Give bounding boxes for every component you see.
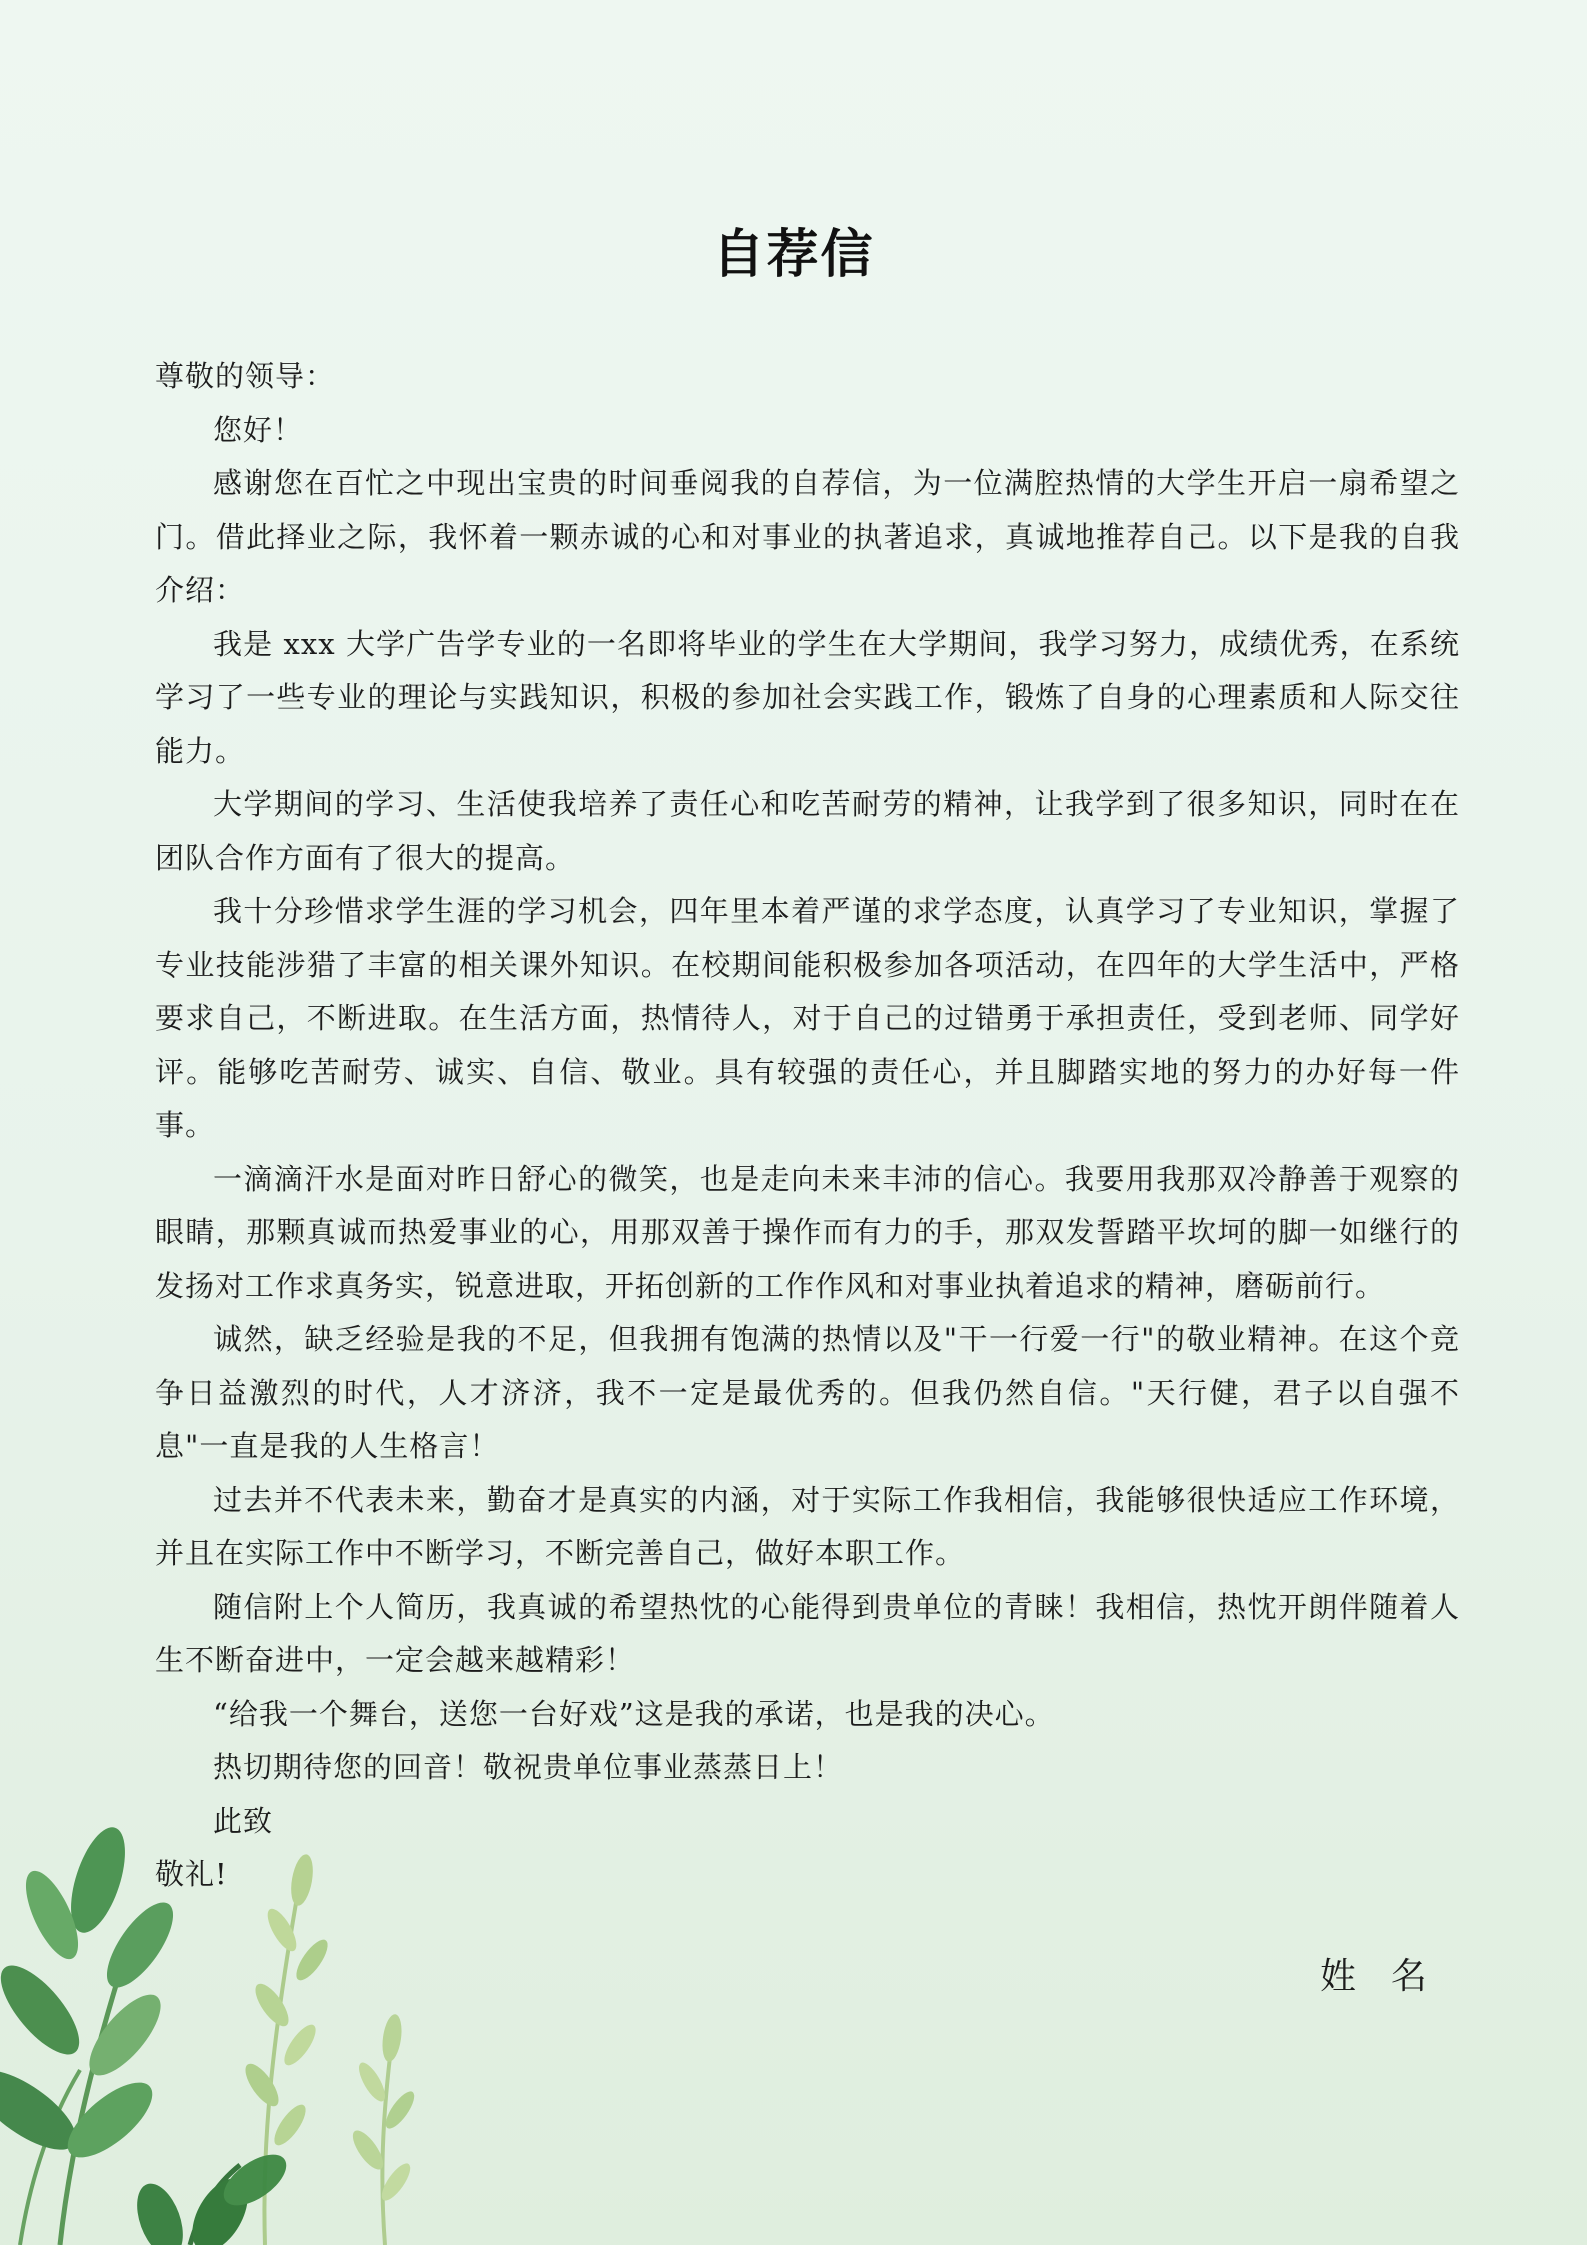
paragraph: 感谢您在百忙之中现出宝贵的时间垂阅我的自荐信，为一位满腔热情的大学生开启一扇希望之门。借此择业之际，我怀着一颗赤诚的心和对事业的执著追求，真诚地推荐自己。以下是我的自我介绍： <box>155 466 1460 607</box>
paragraph: 我十分珍惜求学生涯的学习机会，四年里本着严谨的求学态度，认真学习了专业知识，掌握了专业技能涉猎了丰富的相关课外知识。在校期间能积极参加各项活动，在四年的大学生活中，严格要求自己，不断进取。在生活方面，热情待人，对于自己的过错勇于承担责任，受到老师、同学好评。能够吃苦耐劳、诚实、自信、敬业。具有较强的责任心，并且脚踏实地的努力的办好每一件事。 <box>155 894 1460 1142</box>
paragraph: “给我一个舞台，送您一台好戏”这是我的承诺，也是我的决心。 <box>213 1696 1055 1731</box>
leaf-branch-right <box>347 2013 419 2245</box>
greeting: 您好！ <box>213 412 304 447</box>
signature: 姓 名 <box>1320 1956 1431 1997</box>
page-title: 自荐信 <box>712 225 875 285</box>
regards: 敬礼! <box>155 1857 228 1891</box>
paragraph: 大学期间的学习、生活使我培养了责任心和吃苦耐劳的精神，让我学到了很多知识，同时在在团队合作方面有了很大的提高。 <box>155 787 1460 875</box>
leaf-branch-middle <box>239 1853 333 2245</box>
salutation: 尊敬的领导： <box>155 359 336 393</box>
leaf-branch-bottom <box>128 2145 295 2245</box>
paragraph: 过去并不代表未来，勤奋才是真实的内涵，对于实际工作我相信，我能够很快适应工作环境，并且在实际工作中不断学习，不断完善自己，做好本职工作。 <box>155 1482 1460 1570</box>
closing: 此致 <box>213 1803 274 1838</box>
paragraph: 一滴滴汗水是面对昨日舒心的微笑，也是走向未来丰沛的信心。我要用我那双冷静善于观察的眼睛，那颗真诚而热爱事业的心，用那双善于操作而有力的手，那双发誓踏平坎坷的脚一如继行的发扬对工作求真务实，锐意进取，开拓创新的工作作风和对事业执着追求的精神，磨砺前行。 <box>155 1161 1460 1303</box>
paragraph: 热切期待您的回音！敬祝贵单位事业蒸蒸日上！ <box>213 1750 844 1784</box>
paragraph: 诚然，缺乏经验是我的不足，但我拥有饱满的热情以及"干一行爱一行"的敬业精神。在这个竞争日益激烈的时代，人才济济，我不一定是最优秀的。但我仍然自信。"天行健，君子以自强不息"一直是我的人生格言！ <box>155 1322 1460 1463</box>
letter-body <box>155 350 1460 1902</box>
paragraph: 我是 xxx 大学广告学专业的一名即将毕业的学生在大学期间，我学习努力，成绩优秀，在系统学习了一些专业的理论与实践知识，积极的参加社会实践工作，锻炼了自身的心理素质和人际交往能力。 <box>155 626 1460 768</box>
paragraph: 随信附上个人简历，我真诚的希望热忱的心能得到贵单位的青睐！我相信，热忱开朗伴随着人生不断奋进中，一定会越来越精彩！ <box>155 1589 1460 1677</box>
